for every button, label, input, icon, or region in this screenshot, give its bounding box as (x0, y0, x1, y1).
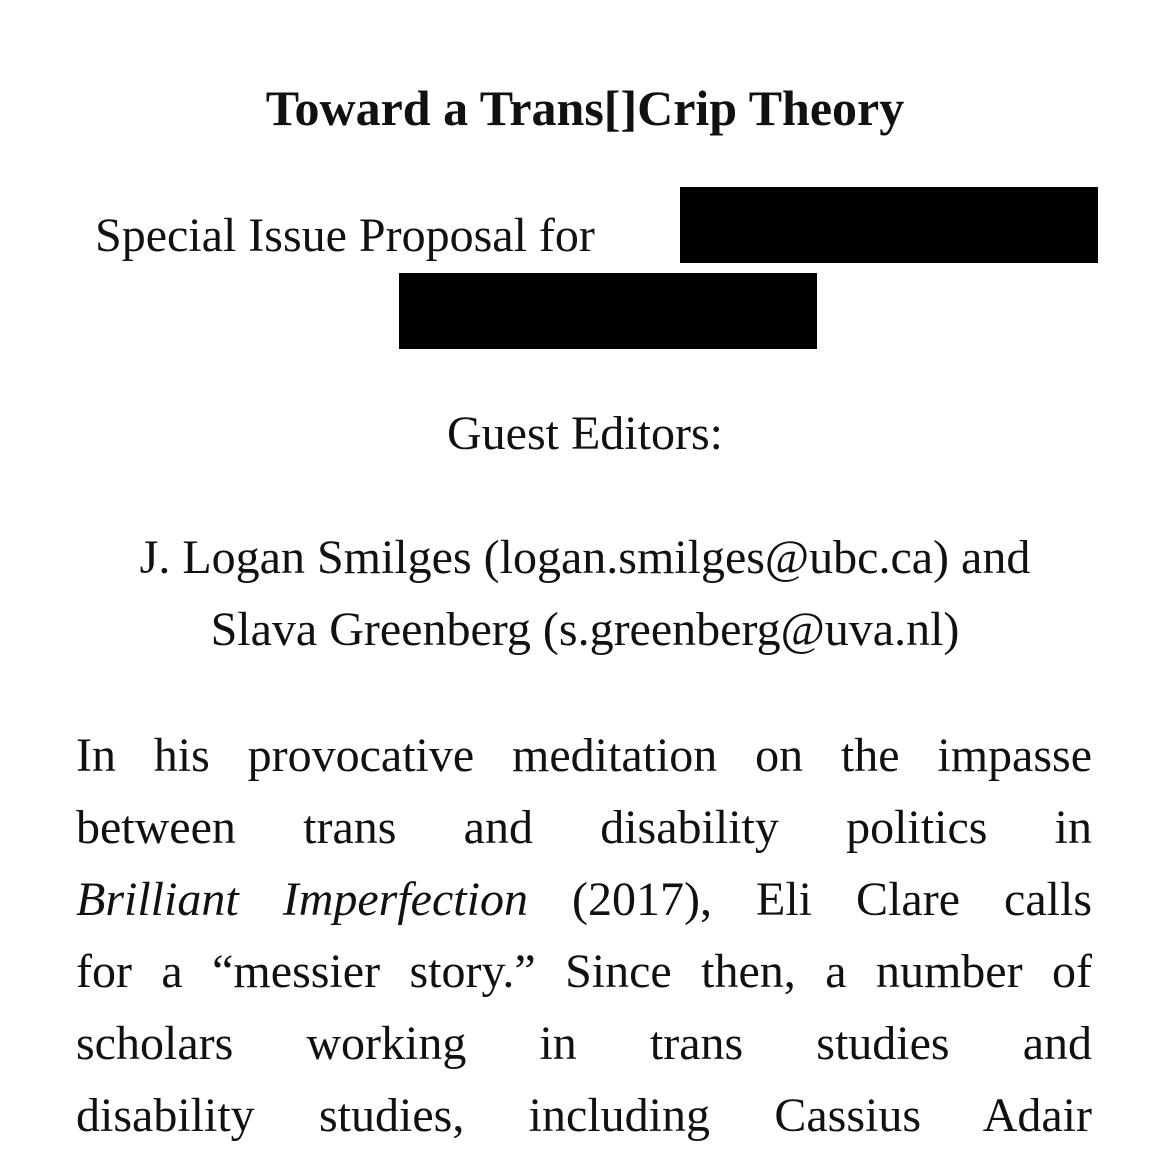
redaction-box (399, 273, 817, 349)
document-title: Toward a Trans[]Crip Theory (265, 80, 905, 136)
body-line: between trans and disability politics in (76, 801, 1092, 854)
body-line: scholars working in trans studies and (76, 1017, 1092, 1070)
body-line: for a “messier story.” Since then, a number of (76, 945, 1092, 998)
guest-editors-heading: Guest Editors: (447, 407, 723, 460)
body-line: In his provocative meditation on the impasse (76, 729, 1092, 782)
book-title: Brilliant Imperfection (76, 873, 528, 926)
redaction-box (680, 187, 1098, 263)
body-line-rest: (2017), Eli Clare calls (572, 873, 1092, 926)
editors-line-1: J. Logan Smilges (logan.smilges@ubc.ca) and (139, 531, 1031, 584)
special-issue-line (95, 208, 595, 264)
body-line-with-title (76, 864, 1092, 936)
body-line: disability studies, including Cassius Adair (76, 1089, 1092, 1142)
editors-block (0, 522, 1170, 666)
special-issue-prefix: Special Issue Proposal for (95, 209, 595, 262)
body-paragraph (76, 720, 1092, 1152)
editors-line-2: Slava Greenberg (s.greenberg@uva.nl) (210, 603, 960, 656)
